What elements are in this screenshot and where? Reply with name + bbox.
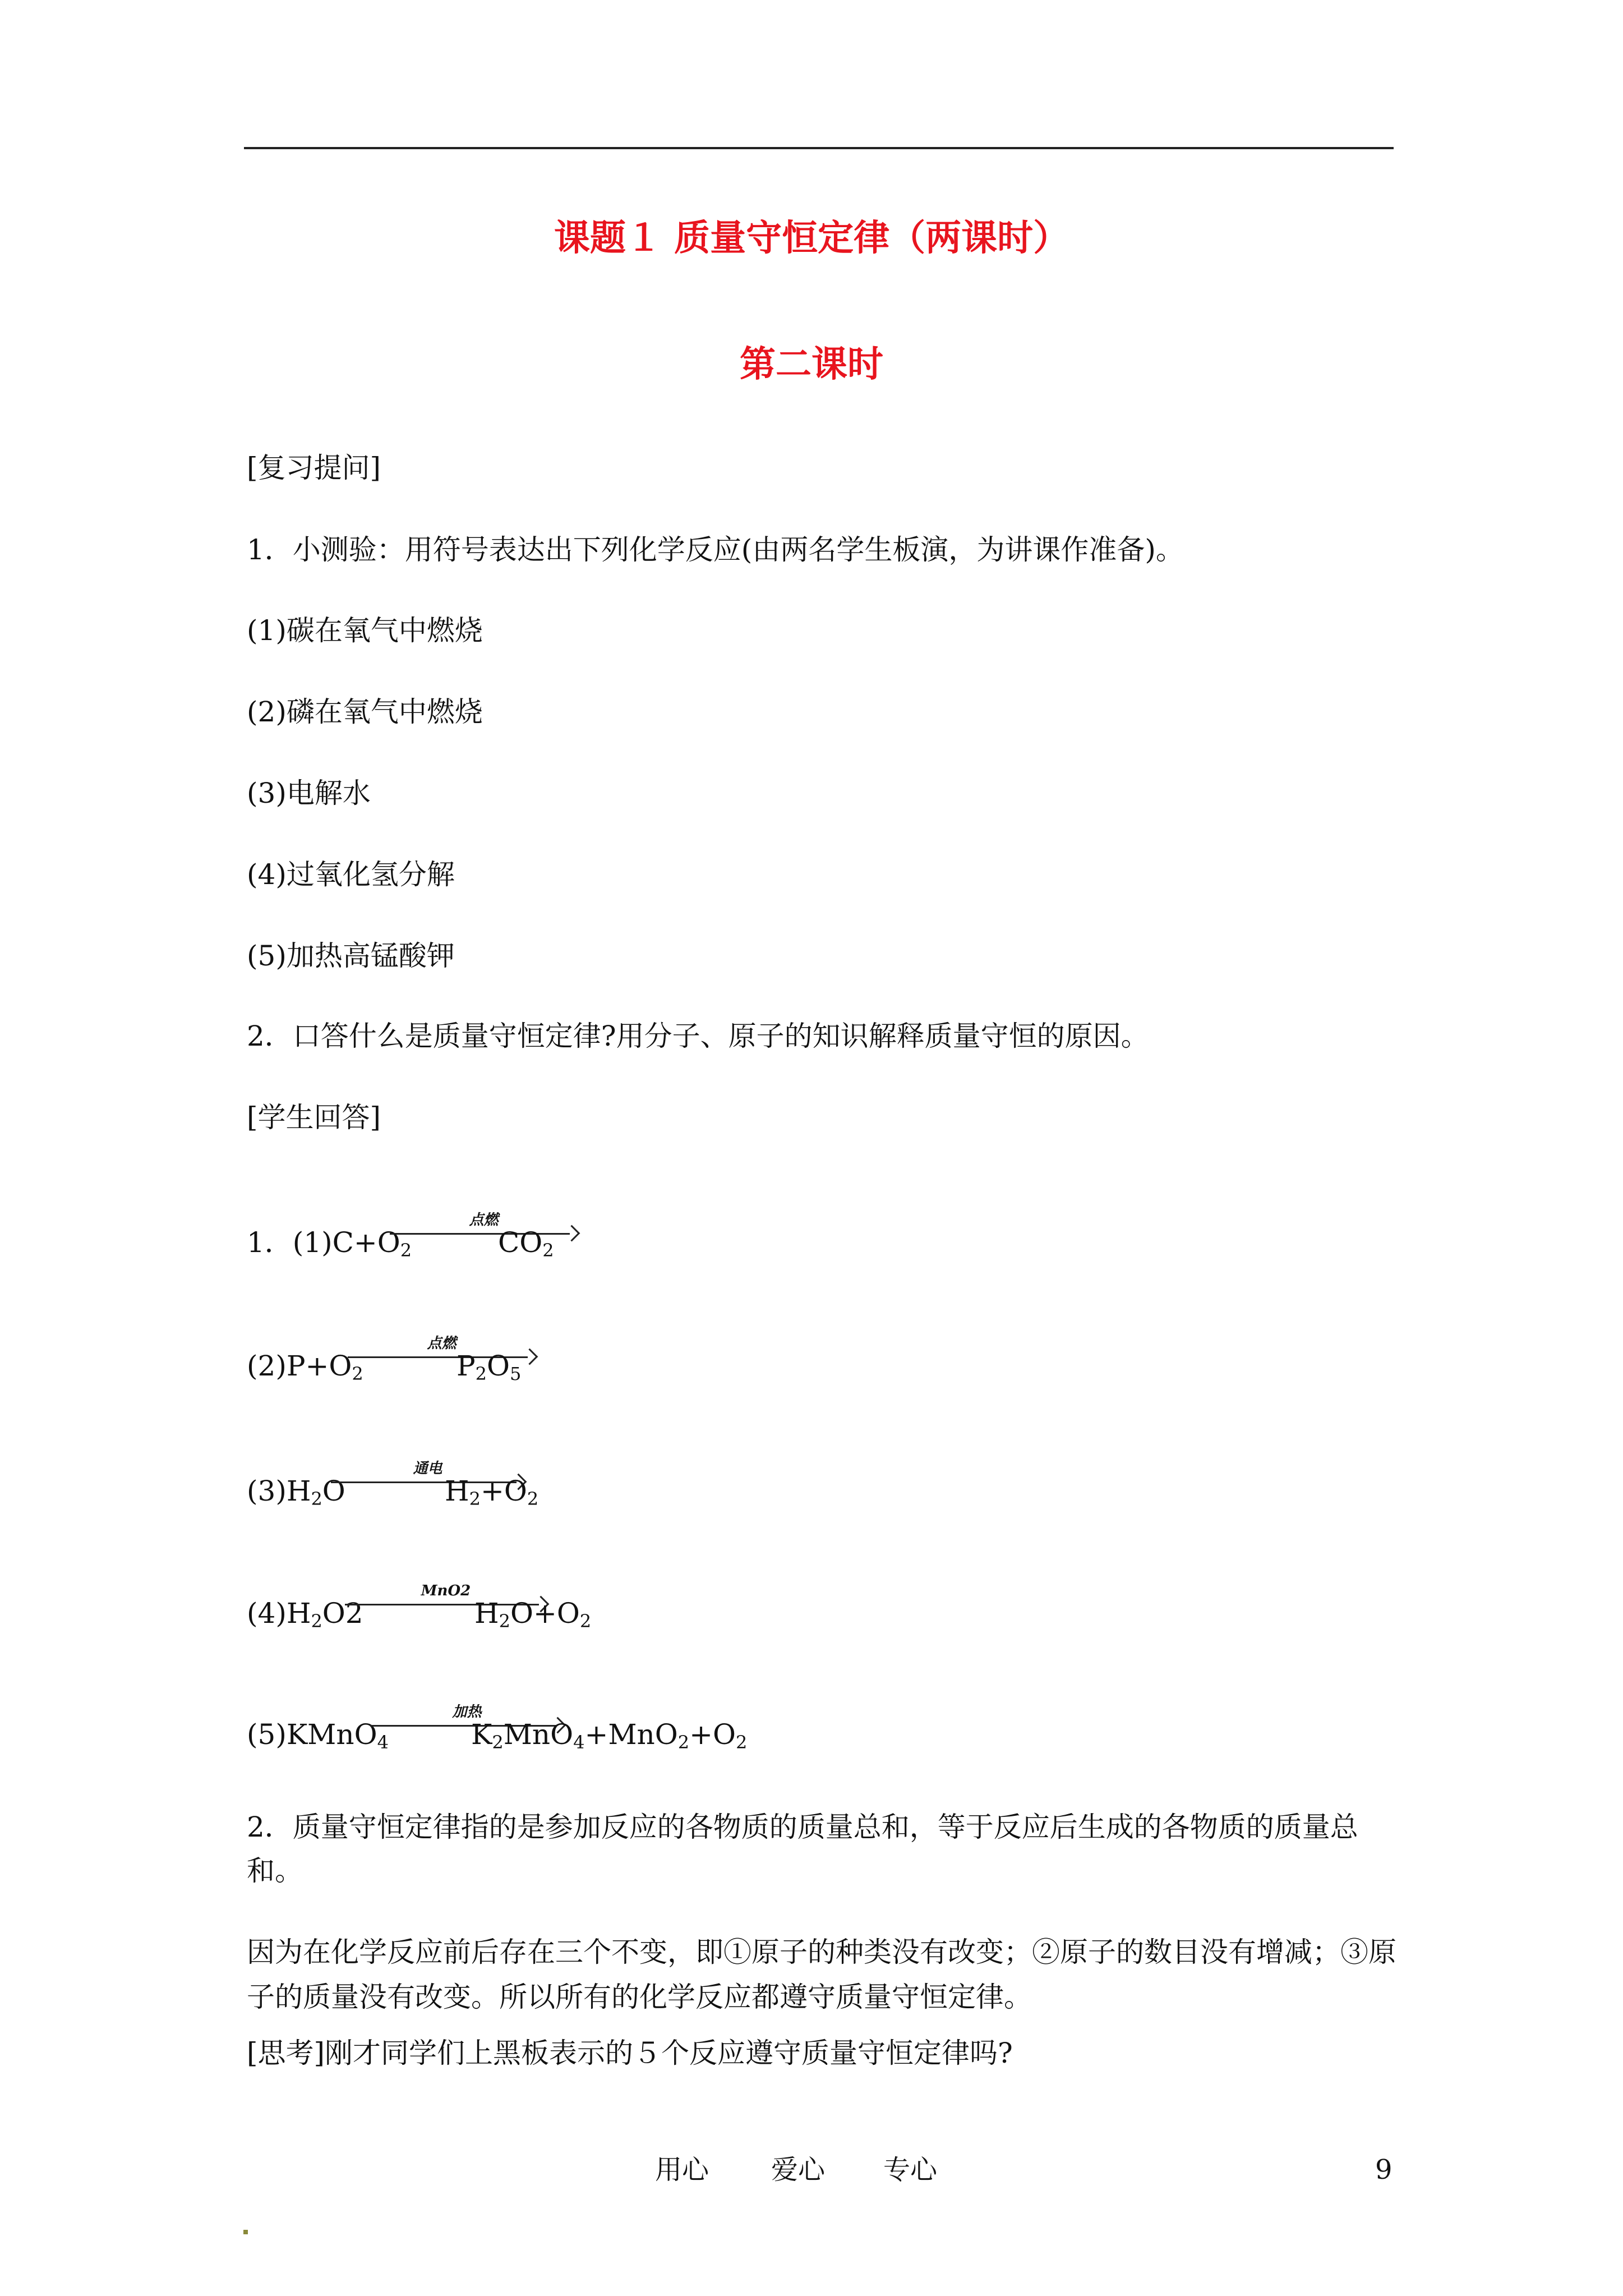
explanation-paragraph: 因为在化学反应前后存在三个不变，即①原子的种类没有改变；②原子的数目没有增减；③原子的质量没有改变。所以所有的化学反应都遵守质量守恒定律。 [247, 1936, 1396, 2013]
margin-mark [243, 2230, 248, 2234]
equation-3 [247, 1449, 1032, 1527]
equation-reactants: $(2)P+O_2$ [247, 1350, 363, 1384]
question-1-item: (1)碳在氧气中燃烧 [247, 614, 483, 647]
equation-4 [247, 1571, 1032, 1650]
equation-reactants: $(3)H_2O$ [247, 1475, 345, 1510]
equation-2 [247, 1324, 1032, 1402]
answer-2-line-2: 和。 [247, 1855, 303, 1887]
footer-text-left: 用心 [655, 2154, 709, 2185]
reaction-condition: 点燃 [469, 1212, 499, 1228]
equation-products: $H_2O+O_2$ [474, 1597, 592, 1632]
footer-text-right: 专心 [883, 2154, 938, 2185]
reaction-condition: 加热 [452, 1704, 482, 1720]
review-heading: [复习提问] [247, 452, 381, 484]
page-number: 9 [1375, 2154, 1393, 2185]
page-title: 课题１ 质量守恒定律（两课时） [554, 217, 1069, 259]
question-2: 2．口答什么是质量守恒定律?用分子、原子的知识解释质量守恒的原因。 [247, 1020, 1149, 1052]
equation-products: $CO_2$ [498, 1226, 554, 1261]
equation-5 [247, 1692, 1032, 1771]
question-1-item: (4)过氧化氢分解 [247, 858, 455, 891]
question-1-item: (5)加热高锰酸钾 [247, 940, 455, 972]
answer-heading: [学生回答] [247, 1101, 381, 1134]
equation-reactants: 1．$(1)C+O_2$ [247, 1226, 412, 1261]
equation-reactants: $(4)H_2O2$ [247, 1597, 363, 1632]
question-1: 1．小测验：用符号表达出下列化学反应(由两名学生板演，为讲课作准备)。 [247, 533, 1184, 566]
reaction-condition: 通电 [413, 1460, 442, 1477]
reaction-condition: MnO2 [421, 1582, 471, 1599]
equation-products: $K_2MnO_4+MnO_2+O_2$ [471, 1718, 748, 1753]
equation-products: $H_2+O_2$ [445, 1475, 539, 1510]
question-1-item: (3)电解水 [247, 777, 371, 809]
answer-2-line-1: 2．质量守恒定律指的是参加反应的各物质的质量总和，等于反应后生成的各物质的质量总 [247, 1811, 1358, 1843]
header-rule [244, 147, 1394, 149]
think-question: [思考]刚才同学们上黑板表示的５个反应遵守质量守恒定律吗? [247, 2037, 1013, 2069]
page-subtitle: 第二课时 [740, 343, 883, 385]
equation-products: $P_2O_5$ [457, 1350, 522, 1384]
footer-text-mid: 爱心 [771, 2154, 826, 2185]
reaction-condition: 点燃 [427, 1335, 457, 1352]
equation-reactants: (5)KMnO$_4$ [247, 1718, 389, 1753]
equation-1 [247, 1200, 1032, 1279]
question-1-item: (2)磷在氧气中燃烧 [247, 696, 483, 728]
